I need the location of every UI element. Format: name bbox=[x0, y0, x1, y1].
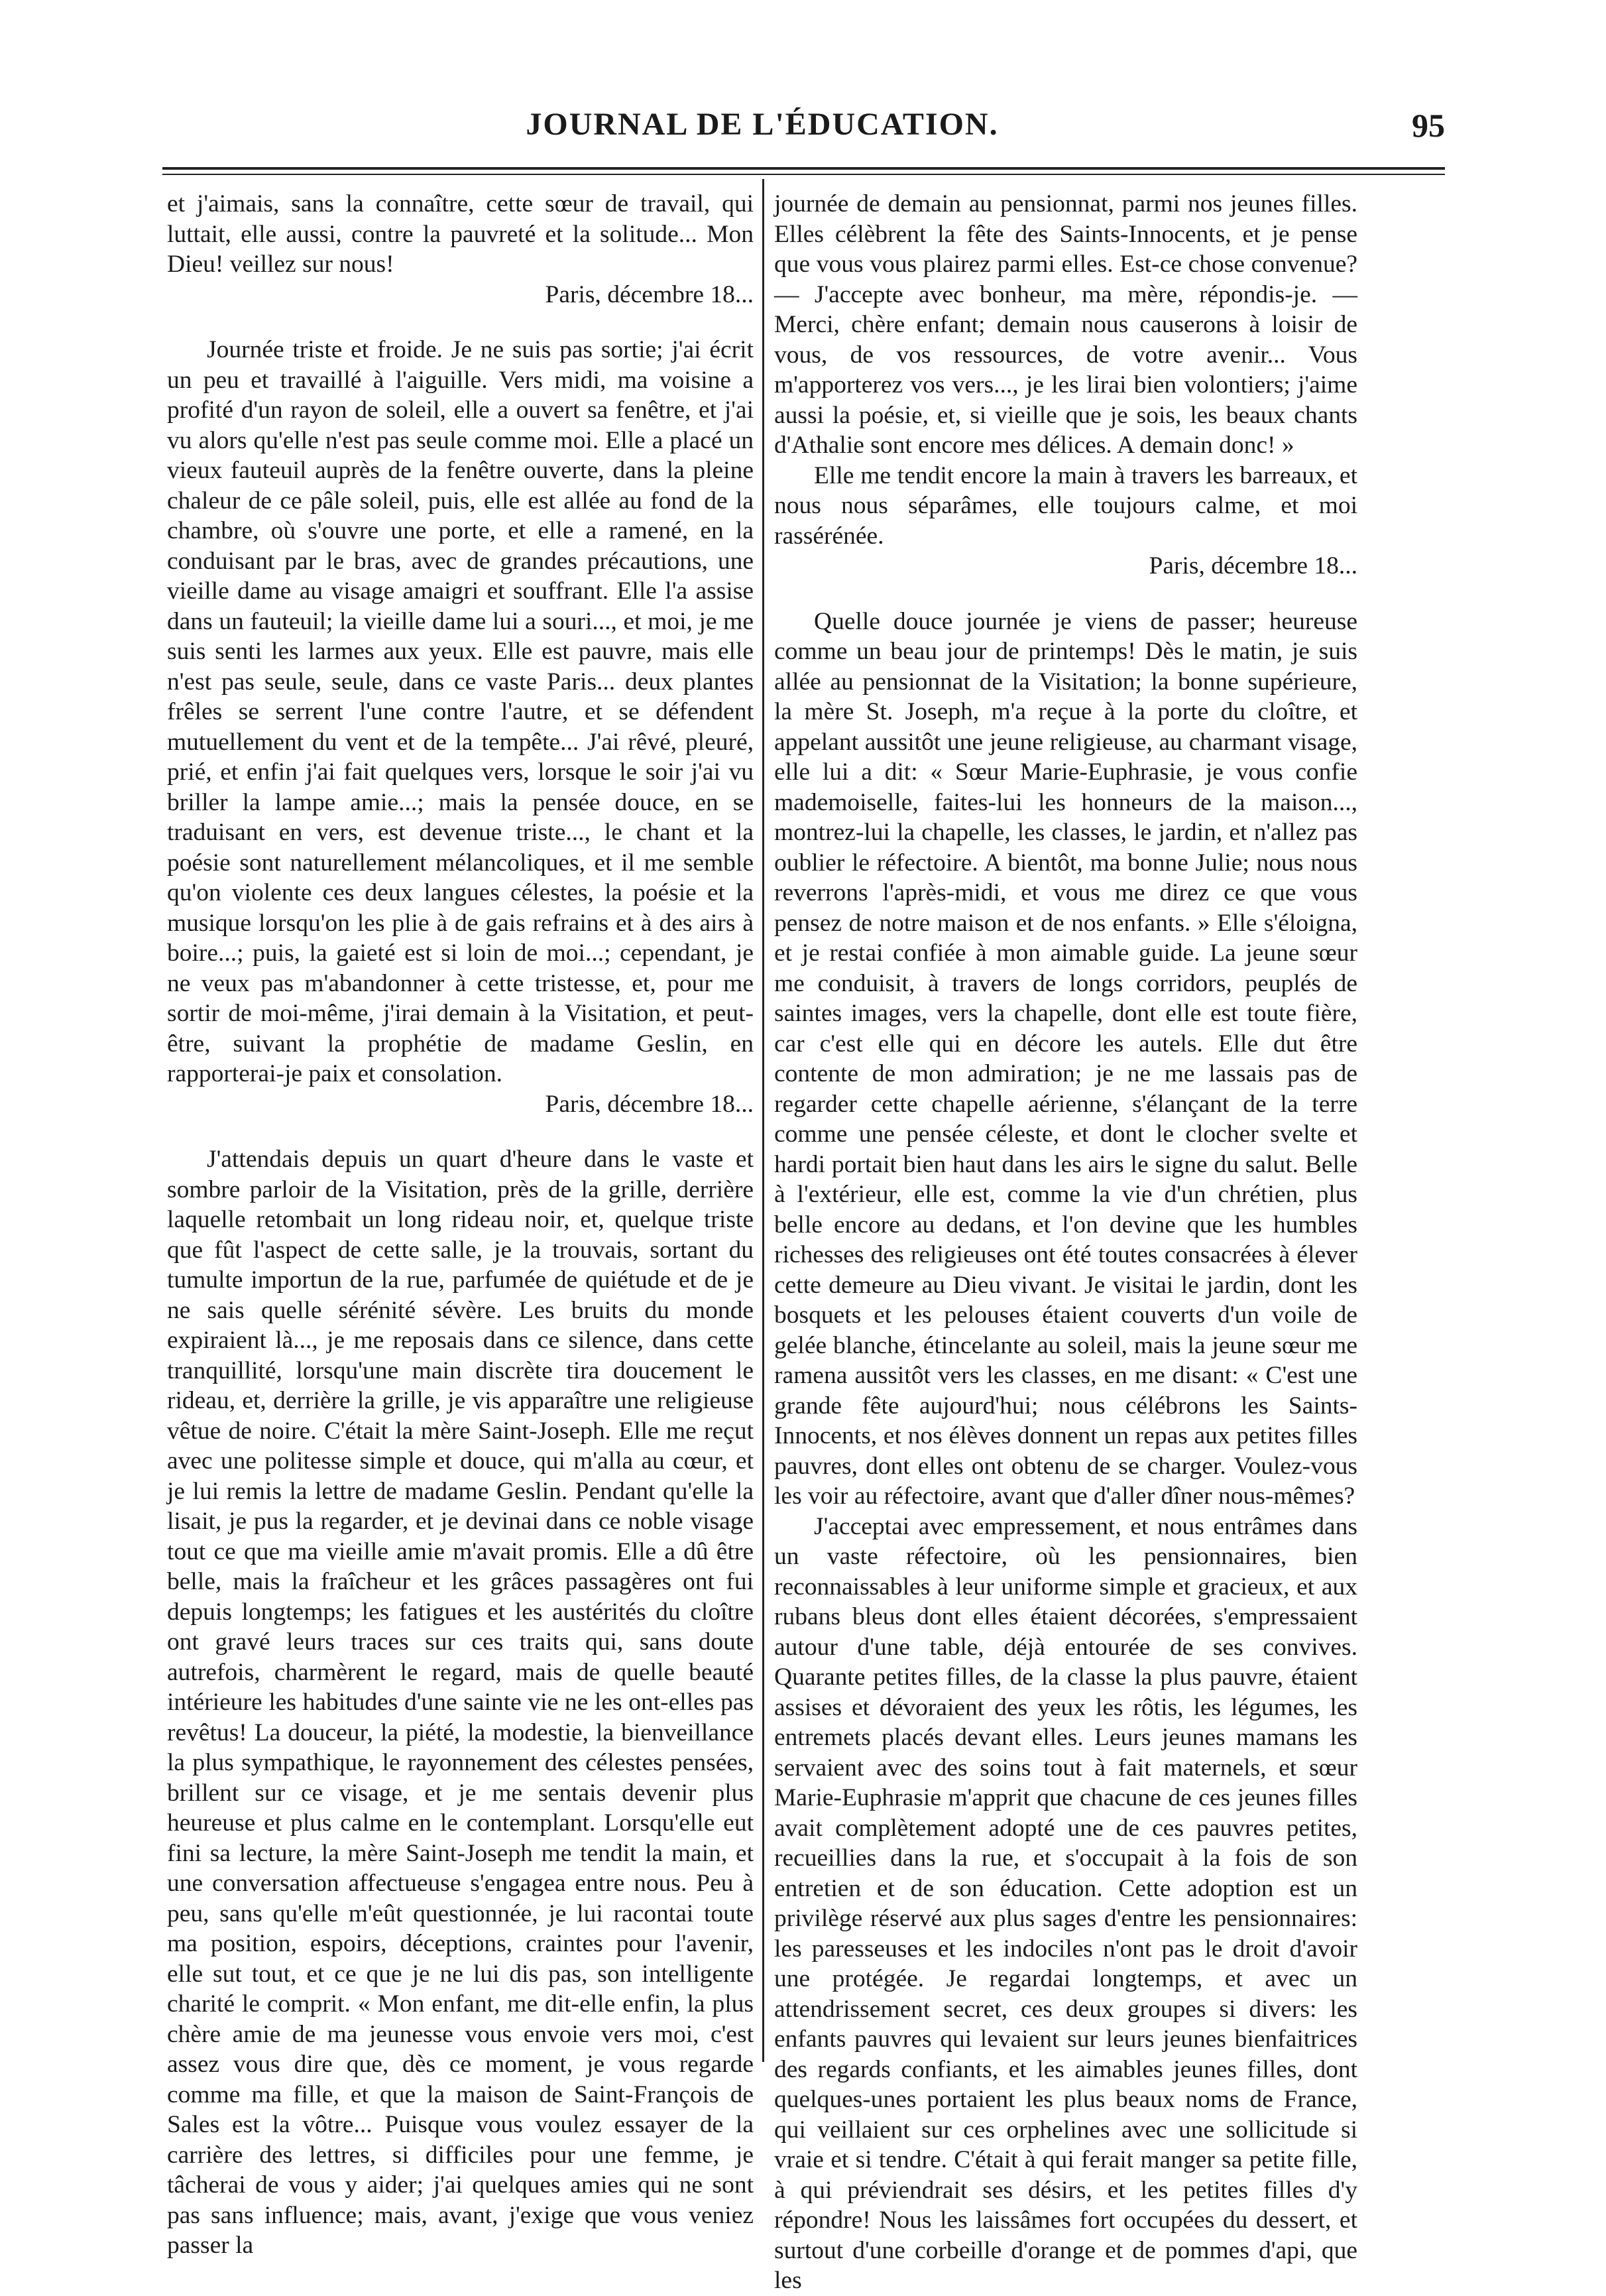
left-dateline-1: Paris, décembre 18... bbox=[545, 280, 754, 308]
right-dateline-1: Paris, décembre 18... bbox=[1149, 552, 1357, 579]
header-rule bbox=[162, 167, 1445, 170]
right-paragraph-4: J'acceptai avec empressement, et nous entrâmes dans un vaste réfectoire, où les pensionnaires, bien reconnaissables à leur uniforme simple et gracieux, et aux rubans bleus dont elles étaient décorées, s'empressaient autour d'une table, déjà entourée de ses convives. Quarante petites filles, de la classe la plus pauvre, étaient assises et dévoraient des yeux les rôtis, les légumes, les entremets placés devant elles. Leurs jeunes mamans les servaient avec des soins tout à fait maternels, et sœur Marie-Euphrasie m'apprit que chacune de ces jeunes filles avait complètement adopté une de ces pauvres petites, recueillies dans la rue, et s'occupait à la fois de son entretien et de son éducation. Cette adoption est un privilège réservé aux plus sages d'entre les pensionnaires: les paresseuses et les indociles n'ont pas le droit d'avoir une protégée. Je regardai longtemps, et avec un attendrissement secret, ces deux groupes si divers: les enfants pauvres qui levaient sur leurs jeunes bienfaitrices des regards confiants, et les aimables jeunes filles, dont quelques-unes portaient les plus beaux noms de France, qui veillaient sur ces orphelines avec une sollicitude si vraie et si tendre. C'était à qui ferait manger sa petite fille, à qui préviendrait ses désirs, et les petites filles d'y répondre! Nous les laissâmes fort occupées du dessert, et surtout d'une corbeille d'orange et de pommes d'api, que les bbox=[774, 1512, 1357, 2294]
right-paragraph-1: journée de demain au pensionnat, parmi nos jeunes filles. Elles célèbrent la fête des Saints-Innocents, et je pense que vous vous plairez parmi elles. Est-ce chose convenue? — J'accepte avec bonheur, ma mère, répondis-je. — Merci, chère enfant; demain nous causerons à loisir de vous, de vos ressources, de votre avenir... Vous m'apporterez vos vers..., je les lirai bien volontiers; j'aime aussi la poésie, et, si vieille que je sois, les beaux chants d'Athalie sont encore mes délices. A demain donc! » bbox=[774, 190, 1357, 459]
section-gap bbox=[774, 581, 1357, 607]
column-divider bbox=[762, 179, 764, 2062]
section-gap bbox=[167, 1119, 754, 1144]
left-column bbox=[167, 189, 754, 2261]
page-number: 95 bbox=[1412, 107, 1445, 144]
running-head: JOURNAL DE L'ÉDUCATION. bbox=[526, 107, 999, 142]
right-paragraph-3: Quelle douce journée je viens de passer; heureuse comme un beau jour de printemps! Dès le matin, je suis allée au pensionnat de la Visitation; la bonne supérieure, la mère St. Joseph, m'a reçue à la porte du cloître, et appelant aussitôt une jeune religieuse, au charmant visage, elle lui a dit: « Sœur Marie-Euphrasie, je vous confie mademoiselle, faites-lui les honneurs de la maison..., montrez-lui la chapelle, les classes, le jardin, et n'allez pas oublier le réfectoire. A bientôt, ma bonne Julie; nous nous reverrons l'après-midi, et vous me direz ce que vous pensez de notre maison et de nos enfants. » Elle s'éloigna, et je restai confiée à mon aimable guide. La jeune sœur me conduisit, à travers de longs corridors, peuplés de saintes images, vers la chapelle, dont elle est toute fière, car c'est elle qui en décore les autels. Elle dut être contente de mon admiration; je ne me lassais pas de regarder cette chapelle aérienne, s'élançant de la terre comme une pensée céleste, et dont le clocher svelte et hardi portait bien haut dans les airs le signe du salut. Belle à l'extérieur, elle est, comme la vie d'un chrétien, plus belle encore au dedans, et l'on devine que les humbles richesses des religieuses ont été toutes consacrées à élever cette demeure au Dieu vivant. Je visitai le jardin, dont les bosquets et les pelouses étaient couverts d'un voile de gelée blanche, étincelante au soleil, mais la jeune sœur me ramena aussitôt vers les classes, en me disant: « C'est une grande fête aujourd'hui; nous célébrons les Saints-Innocents, et nos élèves donnent un repas aux petites filles pauvres, dont elles ont obtenu de se charger. Voulez-vous les voir au réfectoire, avant que d'aller dîner nous-mêmes? bbox=[774, 607, 1357, 1510]
right-column bbox=[774, 189, 1357, 2296]
left-paragraph-1: et j'aimais, sans la connaître, cette sœur de travail, qui luttait, elle aussi, contre la pauvreté et la solitude... Mon Dieu! veillez sur nous! bbox=[167, 190, 754, 278]
left-paragraph-2: Journée triste et froide. Je ne suis pas sortie; j'ai écrit un peu et travaillé à l'aiguille. Vers midi, ma voisine a profité d'un rayon de soleil, elle a ouvert sa fenêtre, et j'ai vu alors qu'elle n'est pas seule comme moi. Elle a placé un vieux fauteuil auprès de la fenêtre ouverte, dans la pleine chaleur de ce pâle soleil, puis, elle est allée au fond de la chambre, où s'ouvre une porte, et elle a ramené, en la conduisant par le bras, avec de grandes précautions, une vieille dame au visage amaigri et souffrant. Elle l'a assise dans un fauteuil; la vieille dame lui a souri..., et moi, je me suis senti les larmes aux yeux. Elle est pauvre, mais elle n'est pas seule, seule, dans ce vaste Paris... deux plantes frêles se serrent l'une contre l'autre, et se défendent mutuellement du vent et de la tempête... J'ai rêvé, pleuré, prié, et enfin j'ai fait quelques vers, lorsque le soir j'ai vu briller la lampe amie...; mais la pensée douce, en se traduisant en vers, est devenue triste..., le chant et la poésie sont naturellement mélancoliques, et il me semble qu'on violente ces deux langues célestes, la poésie et la musique lorsqu'on les plie à de gais refrains et à des airs à boire...; puis, la gaieté est si loin de moi...; cependant, je ne veux pas m'abandonner à cette tristesse, et, pour me sortir de moi-même, j'irai demain à la Visitation, et peut-être, suivant la prophétie de madame Geslin, en rapporterai-je paix et consolation. bbox=[167, 336, 754, 1087]
right-paragraph-2: Elle me tendit encore la main à travers les barreaux, et nous nous séparâmes, elle toujours calme, et moi rassérénée. bbox=[774, 461, 1357, 550]
left-paragraph-3: J'attendais depuis un quart d'heure dans le vaste et sombre parloir de la Visitation, près de la grille, derrière laquelle retombait un long rideau noir, et, quelque triste que fût l'aspect de cette salle, je la trouvais, sortant du tumulte importun de la rue, parfumée de quiétude et de je ne sais quelle sérénité sévère. Les bruits du monde expiraient là..., je me reposais dans ce silence, dans cette tranquillité, lorsqu'une main discrète tira doucement le rideau, et, derrière la grille, je vis apparaître une religieuse vêtue de noire. C'était la mère Saint-Joseph. Elle me reçut avec une politesse simple et douce, qui m'alla au cœur, et je lui remis la lettre de madame Geslin. Pendant qu'elle la lisait, je pus la regarder, et je devinai dans ce noble visage tout ce que ma vieille amie m'avait promis. Elle a dû être belle, mais la fraîcheur et les grâces passagères ont fui depuis longtemps; les fatigues et les austérités du cloître ont gravé leurs traces sur ces traits qui, sans doute autrefois, charmèrent le regard, mais de quelle beauté intérieure les habitudes d'une sainte vie ne les ont-elles pas revêtus! La douceur, la piété, la modestie, la bienveillance la plus sympathique, le rayonnement des célestes pensées, brillent sur ce visage, et je me sentais devenir plus heureuse et plus calme en le contemplant. Lorsqu'elle eut fini sa lecture, la mère Saint-Joseph me tendit la main, et une conversation affectueuse s'engagea entre nous. Peu à peu, sans qu'elle m'eût questionnée, je lui racontai toute ma position, espoirs, déceptions, craintes pour l'avenir, elle sut tout, et ce que je ne lui dis pas, son intelligente charité le comprit. « Mon enfant, me dit-elle enfin, la plus chère amie de ma jeunesse vous envoie vers moi, c'est assez vous dire que, dès ce moment, je vous regarde comme ma fille, et que la maison de Saint-François de Sales est la vôtre... Puisque vous voulez essayer de la carrière des lettres, si difficiles pour une femme, je tâcherai de vous y aider; j'ai quelques amies qui ne sont pas sans influence; mais, avant, j'exige que vous veniez passer la bbox=[167, 1146, 754, 2259]
section-gap bbox=[167, 310, 754, 335]
left-dateline-2: Paris, décembre 18... bbox=[545, 1090, 754, 1118]
page-header bbox=[80, 99, 1445, 152]
header-rule-thin bbox=[162, 174, 1445, 175]
